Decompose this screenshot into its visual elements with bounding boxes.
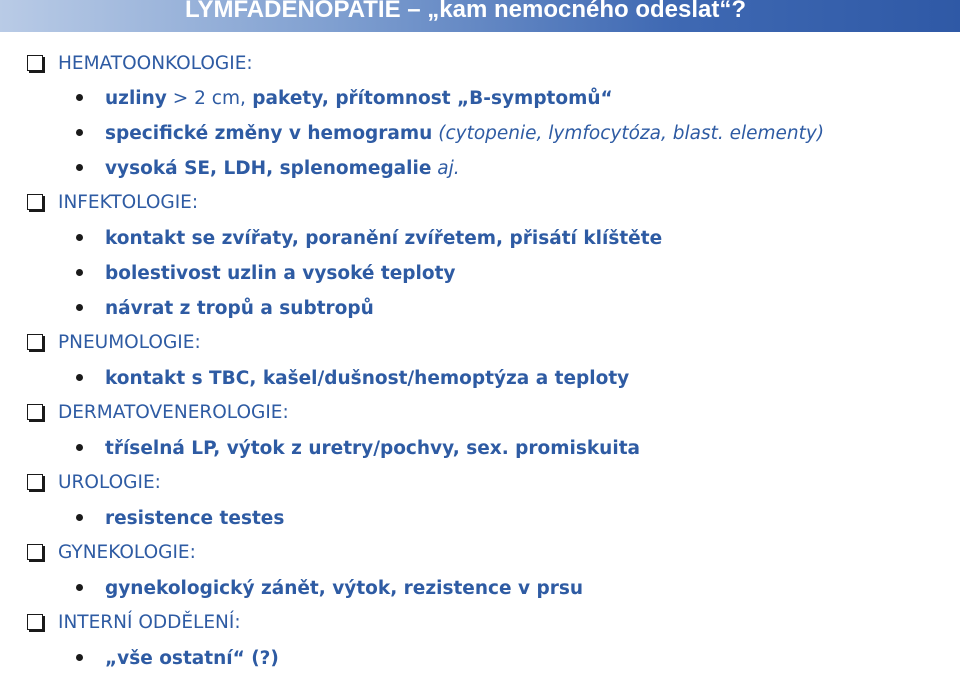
bullet-dot-icon xyxy=(76,269,83,276)
bullet-dot-icon xyxy=(76,514,83,521)
bullet-dot-icon xyxy=(76,94,83,101)
bullet-dot-icon xyxy=(76,129,83,136)
list-item-text: specifické změny v hemogramu (cytopenie, lymfocytóza, blast. elementy) xyxy=(105,123,825,144)
section-heading-label: DERMATOVENEROLOGIE: xyxy=(58,402,289,423)
checkbox-square-icon xyxy=(27,404,43,420)
list-item-text: bolestivost uzlin a vysoké teploty xyxy=(105,263,456,284)
checkbox-square-icon xyxy=(27,544,43,560)
checkbox-square-icon xyxy=(27,474,43,490)
bullet-dot-icon xyxy=(76,374,83,381)
list-item-text: tříselná LP, výtok z uretry/pochvy, sex. promiskuita xyxy=(105,438,641,459)
bullet-dot-icon xyxy=(76,234,83,241)
checkbox-square-icon xyxy=(27,614,43,630)
checkbox-square-icon xyxy=(27,55,43,71)
checkbox-square-icon xyxy=(27,194,43,210)
title-bar xyxy=(0,0,960,32)
section-heading-label: GYNEKOLOGIE: xyxy=(58,542,196,563)
list-item-text: gynekologický zánět, výtok, rezistence v prsu xyxy=(105,578,584,599)
list-item-text: návrat z tropů a subtropů xyxy=(105,298,374,319)
section-heading-label: HEMATOONKOLOGIE: xyxy=(58,53,253,74)
slide-title: LYMFADENOPATIE – „kam nemocného odeslat“? xyxy=(185,0,746,23)
bullet-dot-icon xyxy=(76,164,83,171)
list-item-text: resistence testes xyxy=(105,508,285,529)
list-item-text: uzliny > 2 cm, pakety, přítomnost „B-symptomů“ xyxy=(105,88,613,109)
section-heading-label: INTERNÍ ODDĚLENÍ: xyxy=(58,612,241,633)
section-heading-label: INFEKTOLOGIE: xyxy=(58,192,199,213)
list-item-text: vysoká SE, LDH, splenomegalie aj. xyxy=(105,158,460,179)
section-heading-label: PNEUMOLOGIE: xyxy=(58,332,201,353)
bullet-dot-icon xyxy=(76,444,83,451)
list-item-text: „vše ostatní“ (?) xyxy=(105,648,279,669)
bullet-dot-icon xyxy=(76,654,83,661)
bullet-dot-icon xyxy=(76,584,83,591)
section-heading-label: UROLOGIE: xyxy=(58,472,161,493)
checkbox-square-icon xyxy=(27,334,43,350)
list-item-text: kontakt se zvířaty, poranění zvířetem, přisátí klíštěte xyxy=(105,228,663,249)
bullet-dot-icon xyxy=(76,304,83,311)
list-item-text: kontakt s TBC, kašel/dušnost/hemoptýza a teploty xyxy=(105,368,630,389)
